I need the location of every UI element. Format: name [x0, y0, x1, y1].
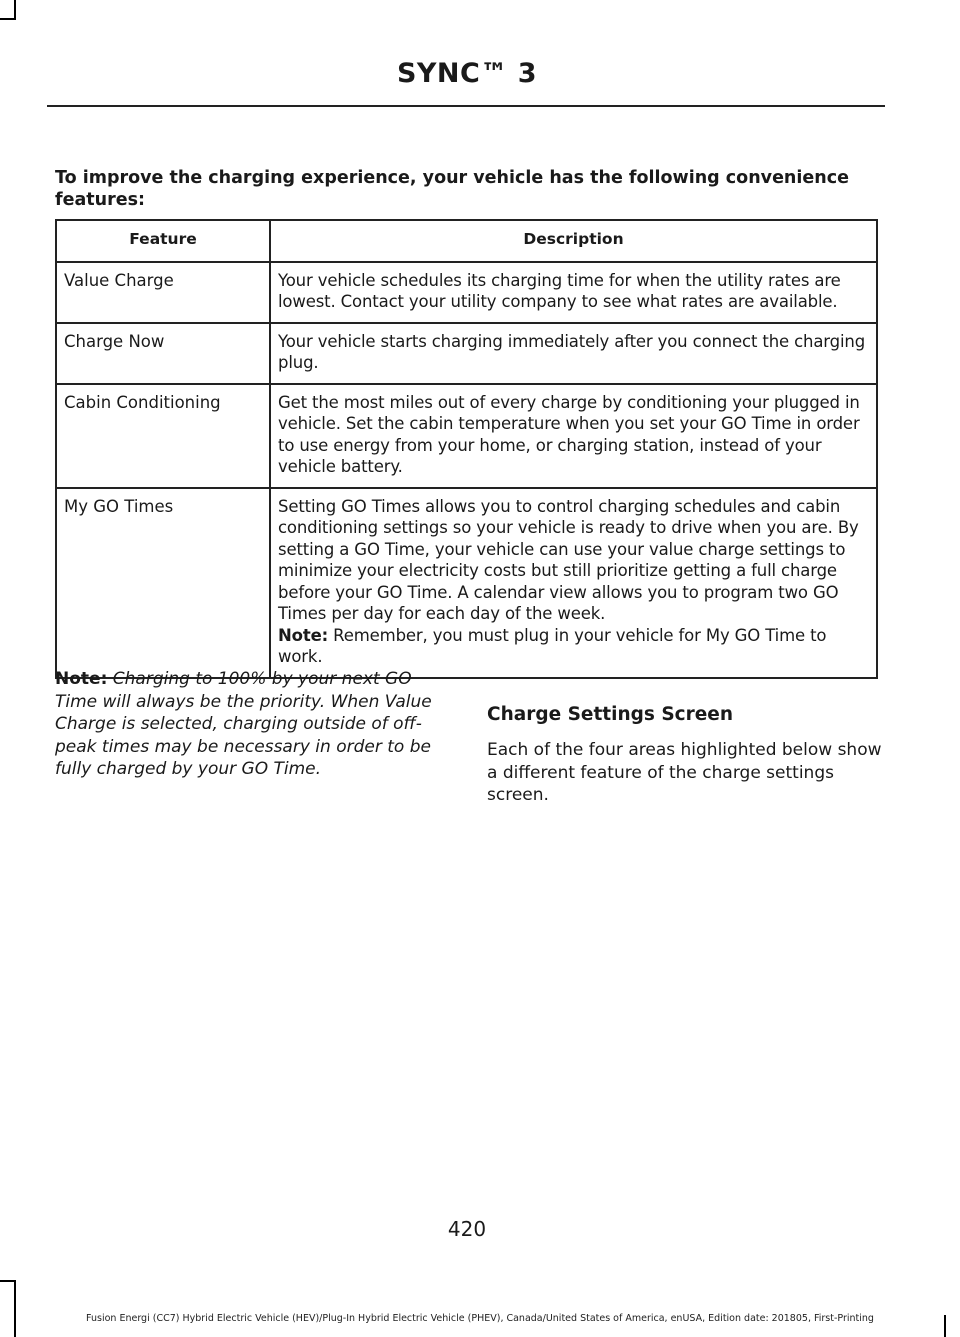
column-header-feature: Feature	[56, 220, 270, 262]
table-row	[56, 262, 877, 323]
description-text: Setting GO Times allows you to control charging schedules and cabin conditioning settings so your vehicle is ready to drive when you are. By setting a GO Time, your vehicle can use your value charge settings to minimize your electricity costs but still prioritize getting a full charge before your GO Time. A calendar view allows you to program two GO Times per day for each day of the week.	[278, 496, 859, 623]
crop-mark	[14, 1280, 16, 1337]
feature-cell: Value Charge	[56, 262, 270, 323]
note-text: Charging to 100% by your next GO Time will always be the priority. When Value Charge is selected, charging outside of off-peak times may be necessary in order to be fully charged by your GO Time.	[55, 669, 432, 779]
section-body: Each of the four areas highlighted below show a different feature of the charge settings screen.	[487, 740, 882, 805]
features-table	[55, 219, 878, 679]
note-label: Note:	[278, 625, 329, 645]
table-row	[56, 323, 877, 384]
crop-mark	[14, 0, 16, 20]
description-cell: Your vehicle schedules its charging time for when the utility rates are lowest. Contact your utility company to see what rates are available.	[270, 262, 877, 323]
table-row	[56, 488, 877, 678]
feature-cell: My GO Times	[56, 488, 270, 678]
table-header-row	[56, 220, 877, 262]
charging-note	[55, 668, 455, 781]
page-title: SYNC™ 3	[396, 58, 538, 89]
feature-cell: Cabin Conditioning	[56, 384, 270, 488]
crop-mark	[944, 1315, 946, 1337]
crop-mark	[0, 1280, 16, 1282]
table-row	[56, 384, 877, 488]
note-label: Note:	[55, 669, 108, 689]
column-header-description: Description	[270, 220, 877, 262]
header-divider	[47, 105, 885, 107]
description-cell	[270, 488, 877, 678]
crop-mark	[0, 18, 16, 20]
description-cell: Your vehicle starts charging immediately after you connect the charging plug.	[270, 323, 877, 384]
intro-text: To improve the charging experience, your vehicle has the following convenience features:	[55, 168, 849, 210]
feature-cell: Charge Now	[56, 323, 270, 384]
note-text: Remember, you must plug in your vehicle for My GO Time to work.	[278, 625, 827, 666]
section-heading: Charge Settings Screen	[487, 704, 734, 725]
footer-text: Fusion Energi (CC7) Hybrid Electric Vehicle (HEV)/Plug-In Hybrid Electric Vehicle (PHEV), Canada/United States of America, enUSA, Edition date: 201805, First-Printing	[86, 1313, 874, 1324]
page-number: 420	[447, 1217, 487, 1241]
description-cell: Get the most miles out of every charge by conditioning your plugged in vehicle. Set the cabin temperature when you set your GO Time in order to use energy from your home, or charging station, instead of your vehicle battery.	[270, 384, 877, 488]
charge-settings-section	[487, 703, 887, 807]
